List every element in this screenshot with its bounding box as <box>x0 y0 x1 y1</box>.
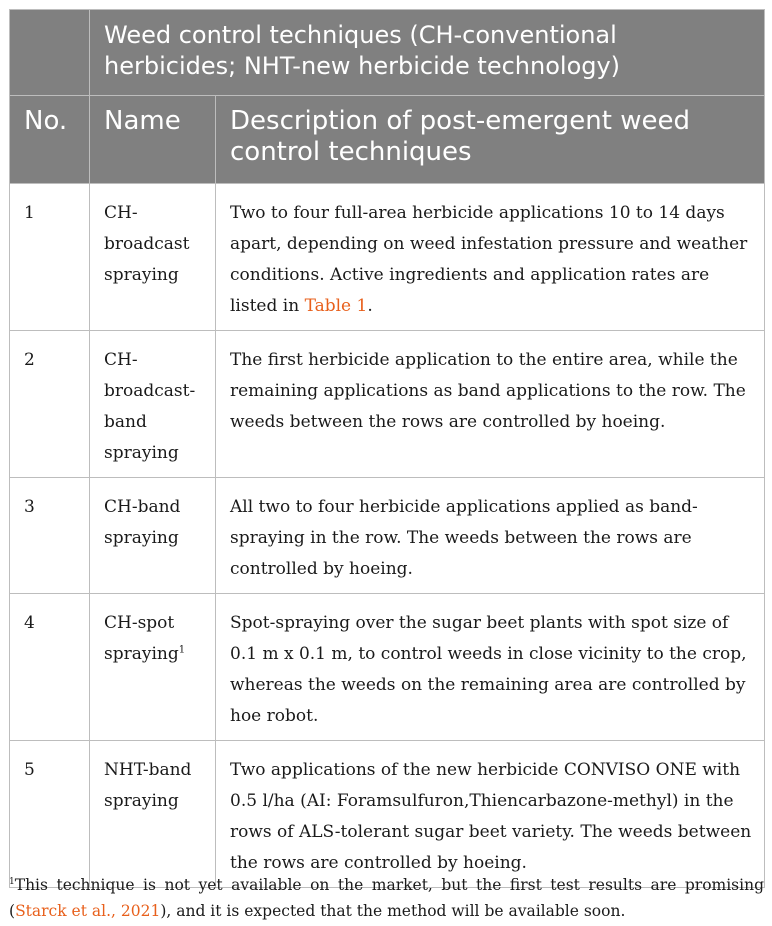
table-row <box>10 331 765 478</box>
row-name <box>90 478 216 594</box>
row-description: The first herbicide application to the entire area, while the remaining applications as band applications to the row. The weeds between the rows are controlled by hoeing. <box>216 331 765 478</box>
row-name-text: CH-spot spraying <box>104 613 179 664</box>
row-description <box>216 184 765 331</box>
row-name-text: CH-broadcast-band spraying <box>104 350 196 463</box>
footnote-text-after: ), and it is expected that the method will be available soon. <box>160 902 626 920</box>
table-row <box>10 478 765 594</box>
group-header-row <box>10 10 765 96</box>
row-name <box>90 331 216 478</box>
row-name <box>90 594 216 741</box>
row-description-tail: . <box>367 296 373 316</box>
weed-control-table <box>9 9 765 888</box>
starck-citation-link[interactable]: Starck et al., 2021 <box>15 902 161 920</box>
row-name-text: CH-band spraying <box>104 497 181 548</box>
row-name-text: NHT-band spraying <box>104 760 192 811</box>
table-row <box>10 741 765 888</box>
row-name <box>90 184 216 331</box>
footnote-marker: 1 <box>178 644 186 656</box>
column-header-no: No. <box>10 96 90 184</box>
footnote-text-before: This technique is not yet available on the market, but the first test results are promising ( <box>9 876 764 920</box>
column-header-description: Description of post-emergent weed control techniques <box>216 96 765 184</box>
column-header-name: Name <box>90 96 216 184</box>
row-no: 4 <box>10 594 90 741</box>
footnote-number: 1 <box>9 876 15 887</box>
row-no: 3 <box>10 478 90 594</box>
table-footnote <box>9 872 764 924</box>
group-header-spacer <box>10 10 90 96</box>
row-description-text: Two to four full-area herbicide applications 10 to 14 days apart, depending on weed infestation pressure and weather conditions. Active ingredients and application rates are listed in <box>230 203 748 316</box>
row-description: All two to four herbicide applications applied as band-spraying in the row. The weeds between the rows are controlled by hoeing. <box>216 478 765 594</box>
table-row <box>10 594 765 741</box>
row-description: Spot-spraying over the sugar beet plants with spot size of 0.1 m x 0.1 m, to control weeds in close vicinity to the crop, whereas the weeds on the remaining area are controlled by hoe robot. <box>216 594 765 741</box>
row-no: 1 <box>10 184 90 331</box>
weed-control-table-container <box>9 9 764 888</box>
group-header: Weed control techniques (CH-conventional herbicides; NHT-new herbicide technology) <box>90 10 765 96</box>
row-name <box>90 741 216 888</box>
column-header-row <box>10 96 765 184</box>
row-no: 2 <box>10 331 90 478</box>
row-no: 5 <box>10 741 90 888</box>
table-1-link[interactable]: Table 1 <box>304 296 368 316</box>
row-name-text: CH-broadcast spraying <box>104 203 190 285</box>
row-description: Two applications of the new herbicide CONVISO ONE with 0.5 l/ha (AI: Foramsulfuron,Thiencarbazone-methyl) in the rows of ALS-tolerant sugar beet variety. The weeds between the rows are controlled by hoeing. <box>216 741 765 888</box>
table-row <box>10 184 765 331</box>
